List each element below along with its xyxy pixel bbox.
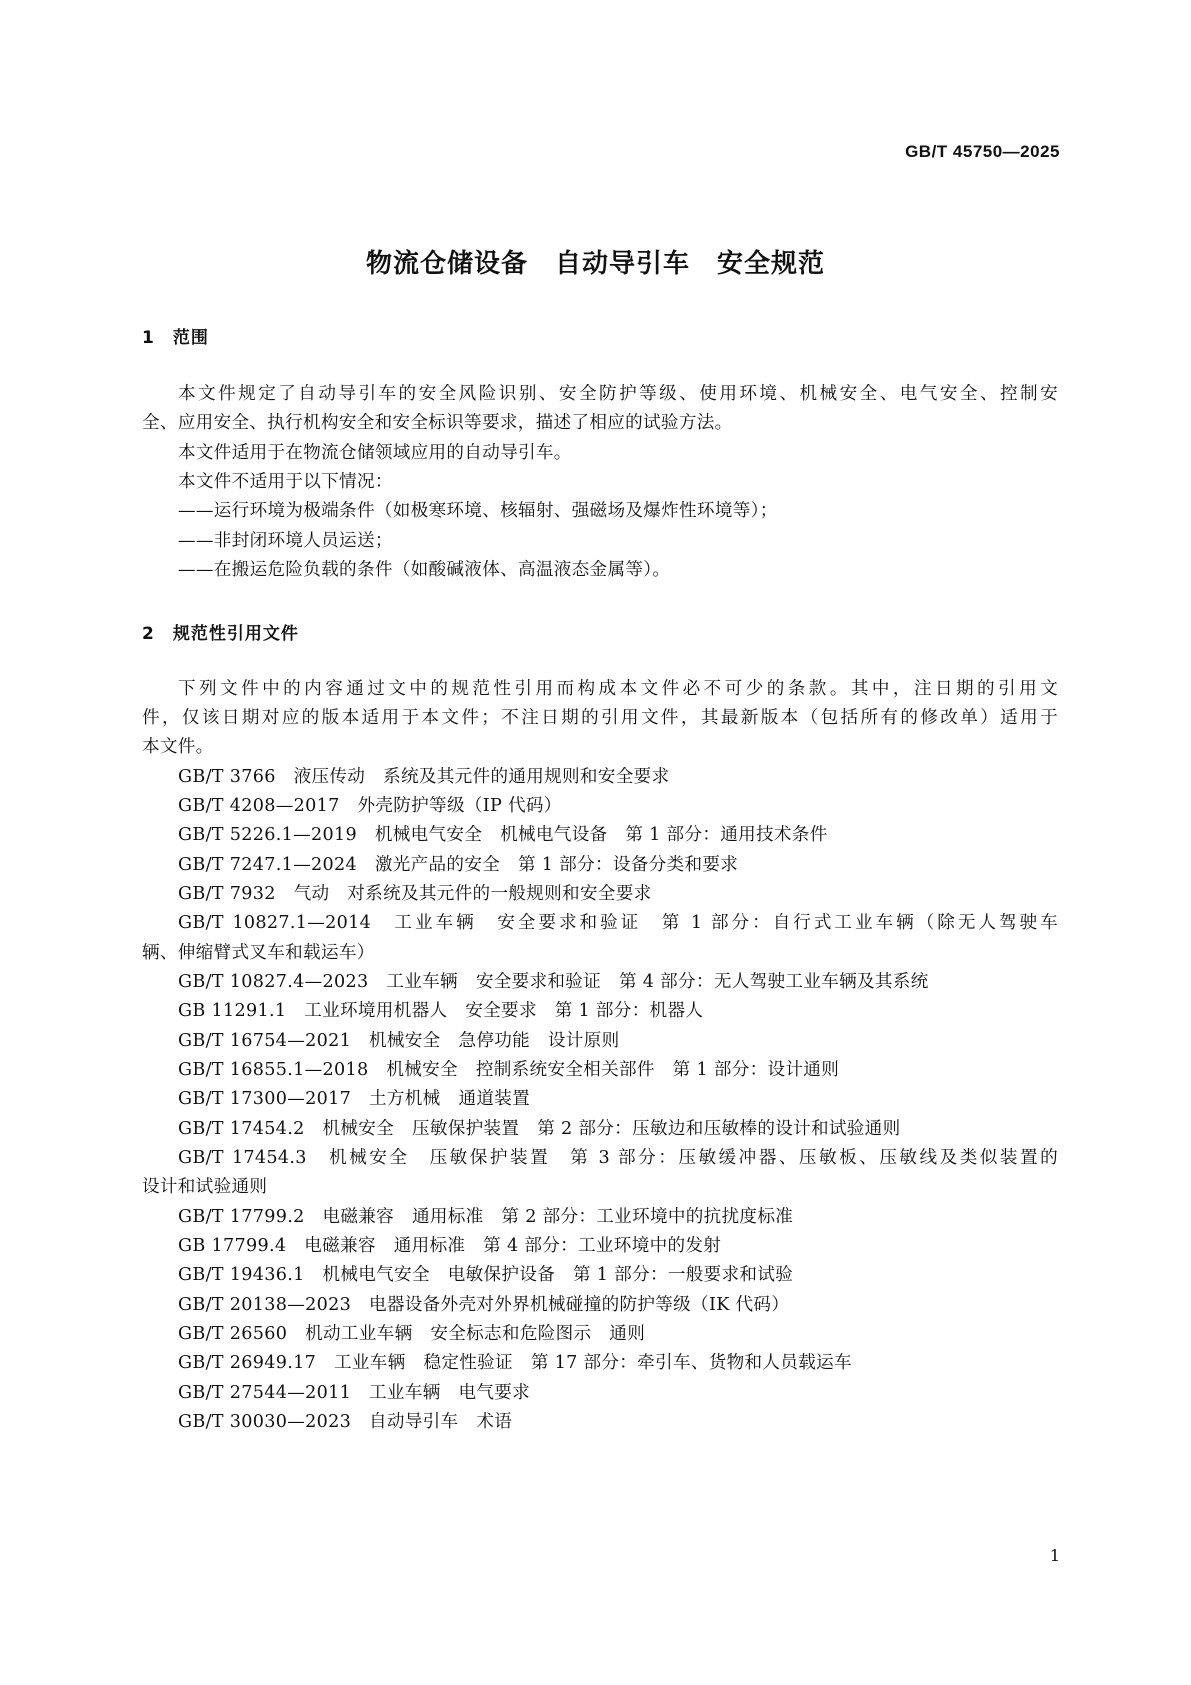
section-2-intro-line2: 件，仅该日期对应的版本适用于本文件；不注日期的引用文件，其最新版本（包括所有的修改单）适用于 (142, 708, 1058, 728)
reference-item: GB/T 7932 气动 对系统及其元件的一般规则和安全要求 (178, 884, 652, 904)
section-1-bullet-2: ——非封闭环境人员运送； (178, 531, 393, 551)
reference-item-continuation: 辆、伸缩臂式叉车和载运车） (142, 943, 375, 963)
reference-item: GB/T 26949.17 工业车辆 稳定性验证 第 17 部分：牵引车、货物和人员载运车 (178, 1353, 852, 1373)
section-2-heading: 2 规范性引用文件 (142, 624, 299, 644)
section-1-para1-line2: 全、应用安全、执行机构安全和安全标识等要求，描述了相应的试验方法。 (142, 413, 733, 433)
doc-number: GB/T 45750—2025 (905, 142, 1060, 161)
reference-item: GB/T 20138—2023 电器设备外壳对外界机械碰撞的防护等级（IK 代码） (178, 1295, 790, 1315)
section-1-para1-line1: 本文件规定了自动导引车的安全风险识别、安全防护等级、使用环境、机械安全、电气安全、控制安 (178, 384, 1058, 404)
reference-item: GB/T 10827.4—2023 工业车辆 安全要求和验证 第 4 部分：无人驾驶工业车辆及其系统 (178, 972, 929, 992)
section-1-para2: 本文件适用于在物流仓储领域应用的自动导引车。 (178, 443, 572, 463)
reference-item: GB/T 16855.1—2018 机械安全 控制系统安全相关部件 第 1 部分：设计通则 (178, 1060, 840, 1080)
reference-item: GB/T 16754—2021 机械安全 急停功能 设计原则 (178, 1031, 620, 1051)
reference-item: GB/T 3766 液压传动 系统及其元件的通用规则和安全要求 (178, 767, 670, 787)
reference-item: GB/T 19436.1 机械电气安全 电敏保护设备 第 1 部分：一般要求和试验 (178, 1265, 794, 1285)
reference-item: GB/T 27544—2011 工业车辆 电气要求 (178, 1383, 531, 1403)
reference-item: GB/T 17300—2017 土方机械 通道装置 (178, 1089, 531, 1109)
section-1-bullet-1: ——运行环境为极端条件（如极寒环境、核辐射、强磁场及爆炸性环境等）； (178, 501, 778, 521)
reference-item: GB 17799.4 电磁兼容 通用标准 第 4 部分：工业环境中的发射 (178, 1236, 722, 1256)
reference-item: GB/T 7247.1—2024 激光产品的安全 第 1 部分：设备分类和要求 (178, 855, 739, 875)
section-1-heading: 1 范围 (142, 328, 209, 348)
reference-item: GB/T 5226.1—2019 机械电气安全 机械电气设备 第 1 部分：通用技术条件 (178, 825, 828, 845)
reference-item: GB 11291.1 工业环境用机器人 安全要求 第 1 部分：机器人 (178, 1001, 704, 1021)
section-1-bullet-3: ——在搬运危险负载的条件（如酸碱液体、高温液态金属等）。 (178, 560, 671, 580)
section-2-intro-line3: 本文件。 (142, 737, 214, 757)
reference-item: GB/T 17799.2 电磁兼容 通用标准 第 2 部分：工业环境中的抗扰度标准 (178, 1207, 794, 1227)
page-title: 物流仓储设备 自动导引车 安全规范 (365, 249, 825, 279)
reference-item: GB/T 10827.1—2014 工业车辆 安全要求和验证 第 1 部分：自行式工业车辆（除无人驾驶车 (178, 913, 1058, 933)
reference-item-continuation: 设计和试验通则 (142, 1177, 268, 1197)
reference-item: GB/T 17454.3 机械安全 压敏保护装置 第 3 部分：压敏缓冲器、压敏板、压敏线及类似装置的 (178, 1148, 1058, 1168)
section-1-para3: 本文件不适用于以下情况： (178, 472, 393, 492)
reference-item: GB/T 30030—2023 自动导引车 术语 (178, 1412, 513, 1432)
section-2-intro-line1: 下列文件中的内容通过文中的规范性引用而构成本文件必不可少的条款。其中，注日期的引用文 (178, 679, 1058, 699)
page-number: 1 (1049, 1546, 1060, 1565)
reference-item: GB/T 26560 机动工业车辆 安全标志和危险图示 通则 (178, 1324, 646, 1344)
reference-item: GB/T 17454.2 机械安全 压敏保护装置 第 2 部分：压敏边和压敏棒的设计和试验通则 (178, 1119, 901, 1139)
reference-item: GB/T 4208—2017 外壳防护等级（IP 代码） (178, 796, 562, 816)
